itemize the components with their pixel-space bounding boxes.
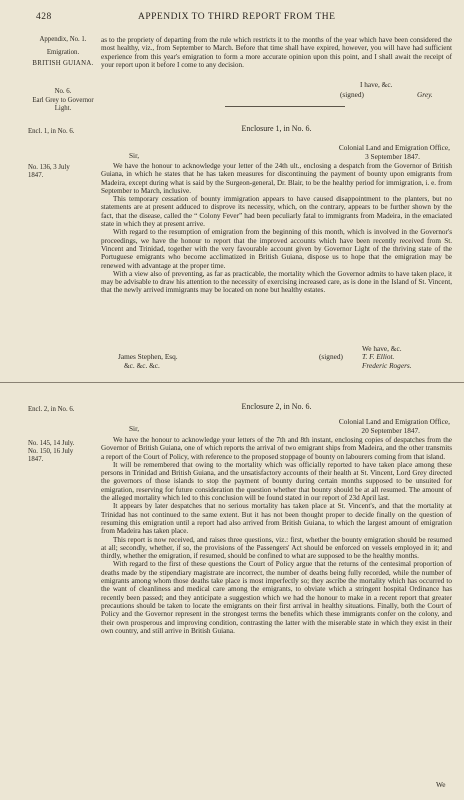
enclosure1-signed: (signed) [319, 352, 343, 361]
margin-no145-text: No. 145, 14 July. [28, 440, 75, 447]
margin-no145 [28, 440, 80, 464]
enclosure1-closing: We have, &c. [362, 344, 402, 353]
enclosure1-paragraph: This temporary cessation of bounty immigration appears to have caused disappointment to the planters, but no statements are at present adduced to disprove its necessity, which, on the contrary, appears to be further shown by the fact, that the disease, called the “ Colony Fever” had been peculiarly fatal to immigrants from Madeira, in the emaciated state in which they at present arrive. [101, 195, 452, 229]
enclosure1-date: 3 September 1847. [365, 151, 420, 161]
margin-british-guiana: BRITISH GUIANA. [32, 60, 94, 67]
running-head: APPENDIX TO THIRD REPORT FROM THE [138, 12, 336, 22]
margin-encl1: Encl. 1, in No. 6. [28, 128, 75, 135]
letter-signature: Grey. [417, 90, 433, 99]
enclosure1-addressee-etc: &c. &c. &c. [124, 361, 160, 370]
page-divider [0, 382, 464, 383]
enclosure2-paragraph: With regard to the first of these questions the Court of Policy argue that the returns of the centesimal proportion of deaths made by the stipendiary magistrate are incorrect, the number of deaths being fully recorded, while the number of emigrants among whom those deaths take place is most imperfectly so; they ascribe the mortality which has occurred to the want of cleanliness and medical care among the emigrants, to obviate which a stringent hospital Ordinance has recently been passed; and they anticipate a suggestion which we had the honour to make in a recent report that greater precautions should be taken to locate the emigrants on their first arrival in healthy situations. Finally, both the Court of Policy and the Governor represent in the strongest terms the benefits which these immigrants confer on the colony, and their own prosperous and improving condition, contrasting the latter with the miserable state in which they exist in their own country, and still arrive in British Guiana. [101, 560, 452, 635]
enclosure1-title: Enclosure 1, in No. 6. [241, 124, 312, 133]
enclosure2-date: 20 September 1847. [361, 425, 420, 435]
enclosure2-body [101, 436, 452, 635]
enclosure2-paragraph: This report is now received, and raises three questions, viz.: first, whether the bounty emigration should be resumed at all; secondly, whether, if so, the provisions of the Passengers' Act should be enforced on vessels employed in it; and thirdly, whether the emigration, if resumed, should be confined to what are supposed to be the healthy months. [101, 535, 452, 561]
enclosure2-office-name: Colonial Land and Emigration Office, [338, 417, 450, 426]
margin-note-appendix [28, 36, 98, 68]
section-divider [225, 106, 345, 107]
letter-paragraph: as to the propriety of departing from the rule which restricts it to the months of the year which have been considered the most healthy, viz., from September to March. Before that time shall have expired, however, you will have had sufficient experience from this year's emigration to form a more accurate opinion upon this point, and I shall await the receipt of your report upon it before I come to any decision. [101, 36, 452, 69]
letter-signed: (signed) [340, 90, 364, 99]
page-number: 428 [36, 12, 52, 22]
enclosure1-paragraph: With a view also of preventing, as far as practicable, the mortality which the Governor admits to have taken place, it may be advisable to draw his attention to the necessity of exercising increased care, as is done in the Island of St. Vincent, that the newly arrived immigrants may be located on none but healthy estates. [101, 269, 452, 295]
letter-closing: I have, &c. [360, 80, 393, 89]
margin-emigration: Emigration. [46, 49, 80, 56]
enclosure2-office [339, 418, 450, 435]
enclosure1-salutation: Sir, [129, 151, 140, 160]
margin-appendix: Appendix, No. 1. [39, 36, 87, 43]
enclosure2-salutation: Sir, [129, 424, 140, 433]
enclosure2-paragraph: We have the honour to acknowledge your letters of the 7th and 8th instant, enclosing copies of despatches from the Governor of British Guiana, one of which reports the arrival of two emigrant ships from Madeira, and the other transmits a report of the Court of Policy, with reference to the proposed stoppage of bounty on labourers coming from that island. [101, 436, 452, 461]
enclosure1-body [101, 162, 452, 295]
enclosure1-office [339, 144, 450, 161]
enclosure1-signer2: Frederic Rogers. [362, 361, 412, 370]
letter-body [101, 36, 452, 69]
enclosure2-paragraph: It appears by later despatches that no serious mortality has taken place at St. Vincent's, and that the mortality at Trinidad has not continued to the same extent. But it has not been thought proper to decide finally on the question of resuming this emigration until a report had also arrived from British Guiana, to which the largest amount of emigration from Madeira has taken place. [101, 502, 452, 536]
margin-no6: No. 6. [54, 88, 72, 95]
enclosure1-signer1: T. F. Elliot. [362, 352, 395, 361]
margin-note-no6 [28, 88, 98, 113]
catchword: We [436, 780, 446, 789]
margin-encl2: Encl. 2, in No. 6. [28, 406, 75, 413]
enclosure2-paragraph: It will be remembered that owing to the mortality which was officially reported to have taken place among these persons in Trinidad and British Guiana, and the unsatisfactory accounts of their health at St. Vincent, Lord Grey directed the governors of those islands to stop the payment of bounty during certain months supposed to be unsuited for emigration, reserving for future consideration the question whether that bounty should be at all resumed. The amount of the alleged mortality which led to this conclusion will be found stated in our report of 23d April last. [101, 460, 452, 503]
margin-no136: No. 136, 3 July 1847. [28, 164, 70, 179]
margin-earl-grey: Earl Grey to Governor Light. [32, 97, 94, 112]
enclosure1-paragraph: With regard to the resumption of emigration from the beginning of this month, which is involved in the Governor's proceedings, we have the honour to report that the improved accounts which have been recently received from St. Vincent and Trinidad, together with the very favourable account given by Governor Light of the thriving state of the Portuguese emigrants who become acclimatized in British Guiana, dispose us to hope that the emigration may be renewed with advantage at the proper time. [101, 228, 452, 270]
enclosure1-paragraph: We have the honour to acknowledge your letter of the 24th ult., enclosing a despatch from the Governor of British Guiana, in which he states that he has taken measures for discontinuing the payment of bounty upon emigrants from Madeira, except during what is said by the Surgeon-general, Dr. Blair, to be the healthy period for immigration, i. e. from September to March, inclusive. [101, 162, 452, 195]
enclosure2-title: Enclosure 2, in No. 6. [241, 402, 312, 411]
enclosure1-addressee-name: James Stephen, Esq. [118, 352, 178, 361]
enclosure1-office-name: Colonial Land and Emigration Office, [338, 143, 450, 152]
margin-no150-text: No. 150, 16 July 1847. [28, 448, 74, 463]
enclosure1-addressee [118, 352, 178, 370]
